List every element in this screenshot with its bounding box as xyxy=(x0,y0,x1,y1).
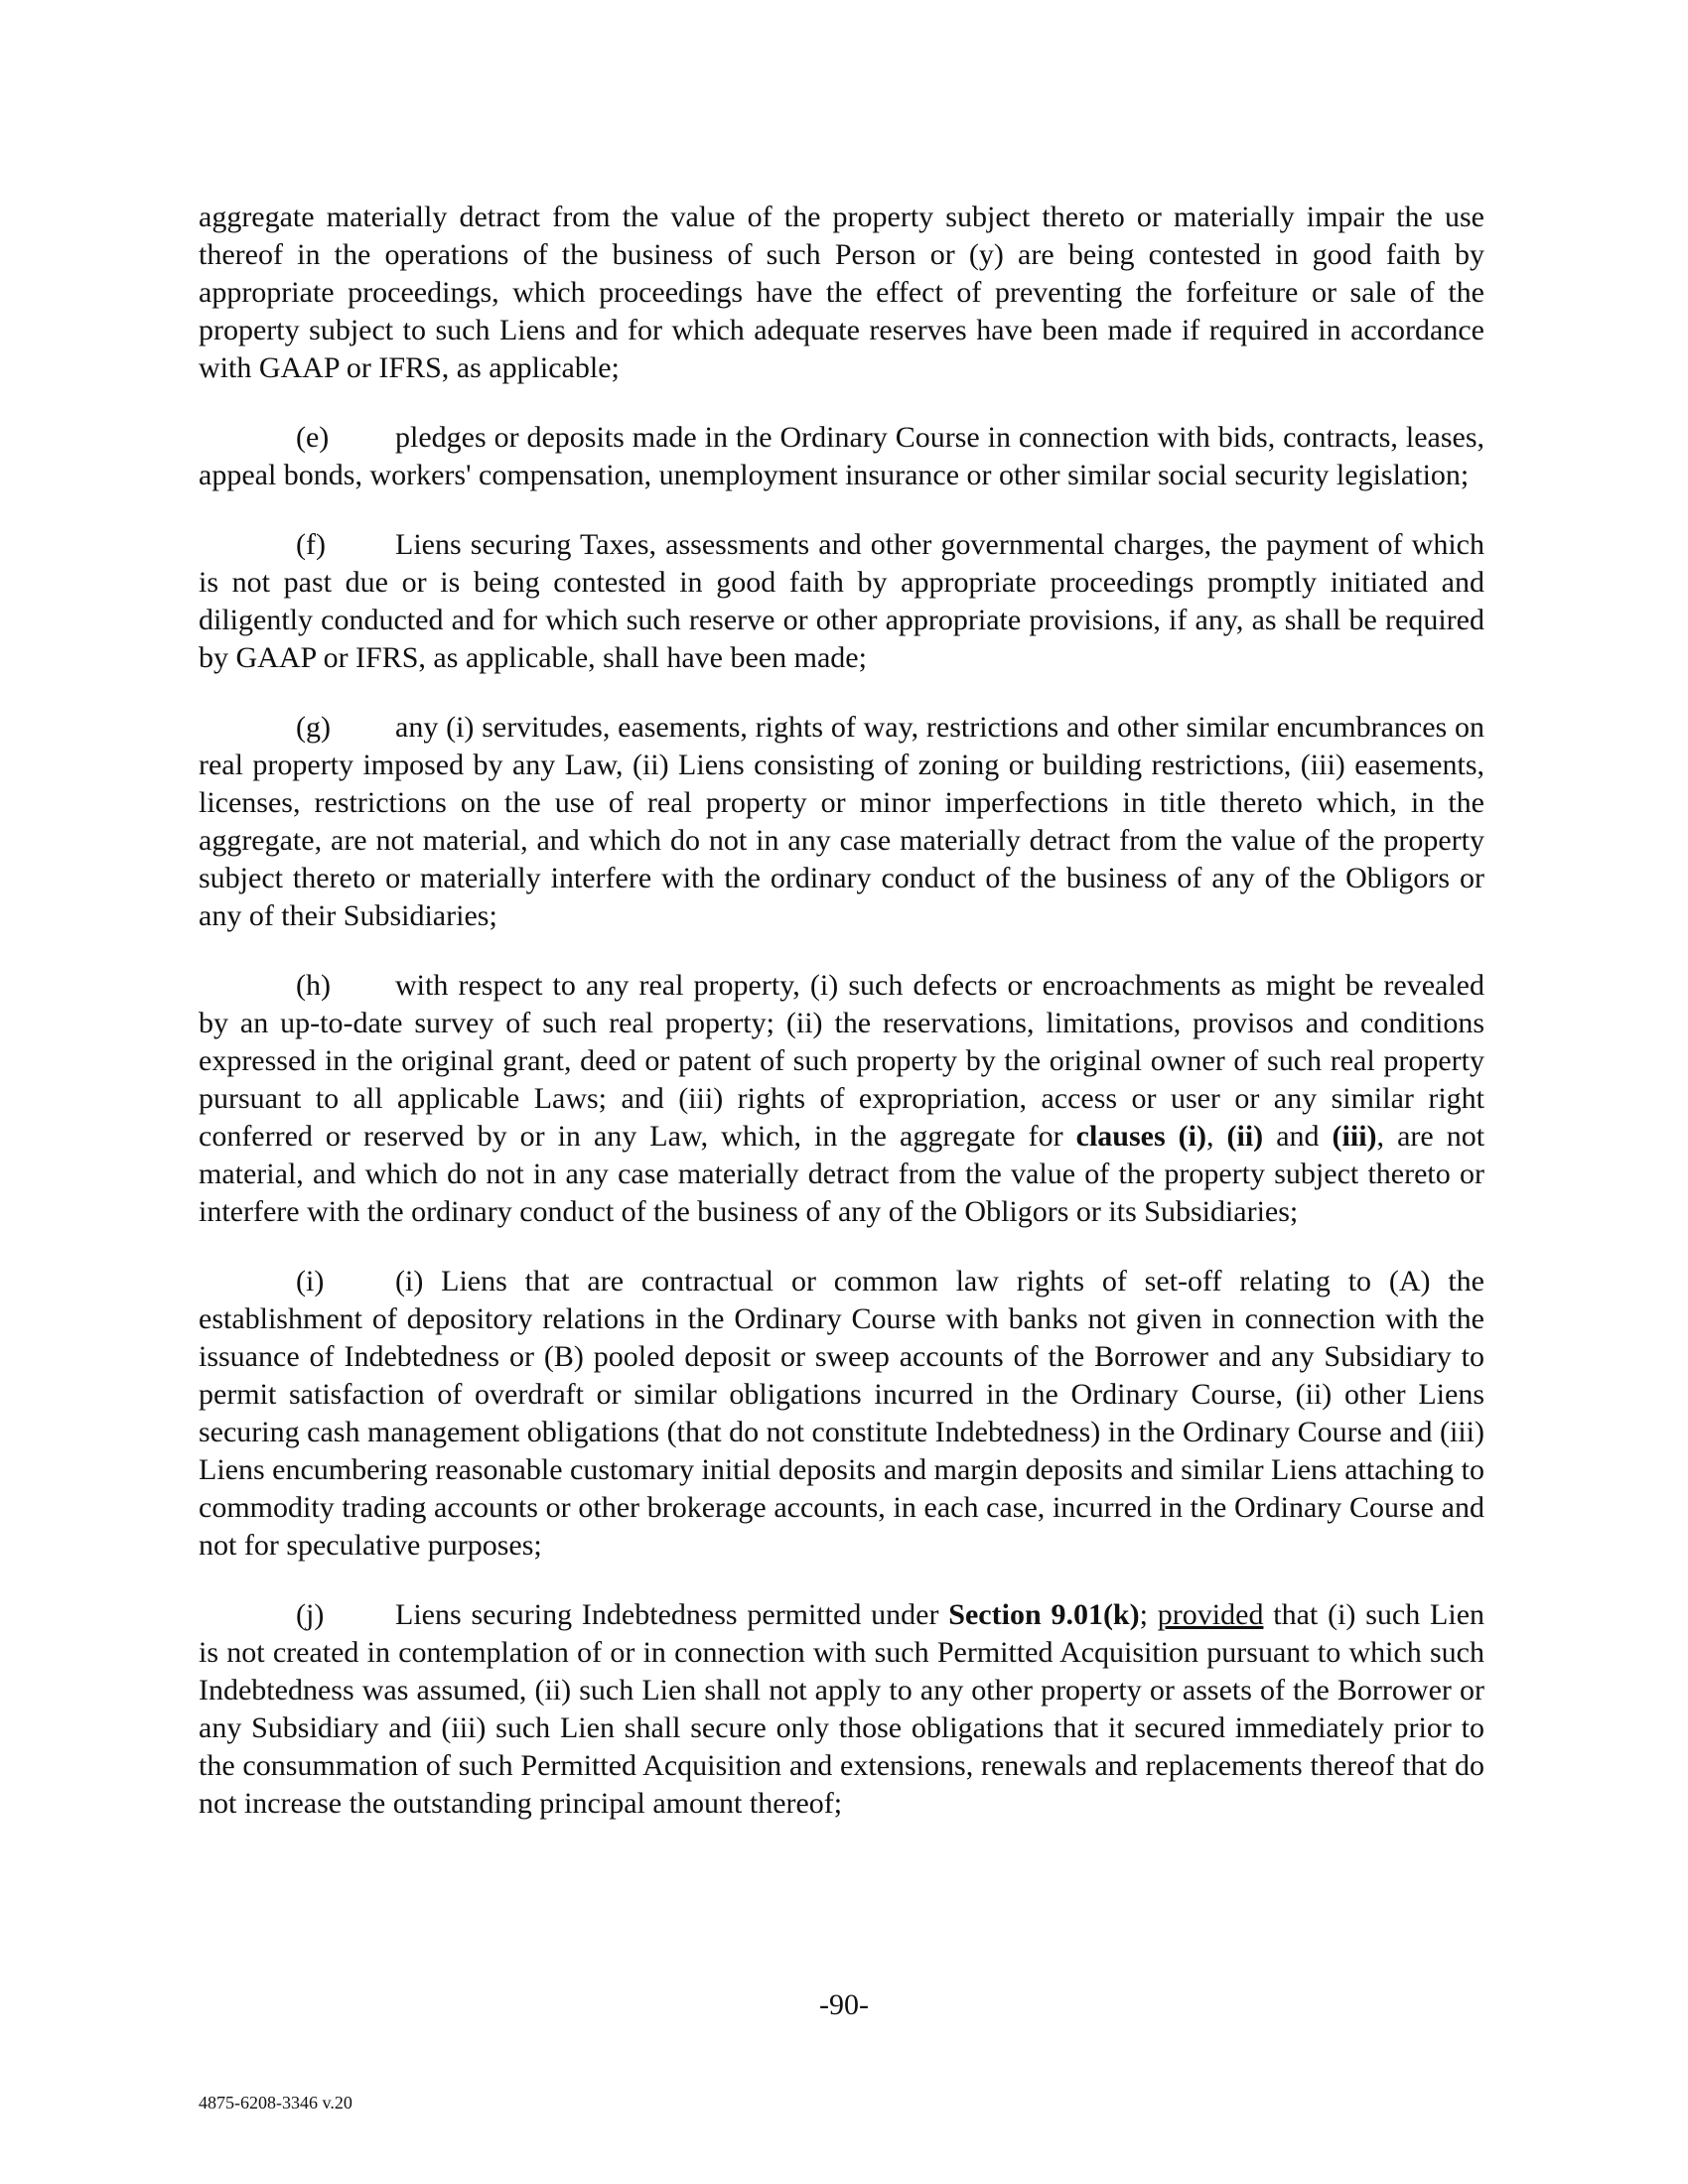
page-number: -90- xyxy=(819,1988,869,2021)
clause-j-provided: provided xyxy=(1157,1598,1264,1631)
clause-h-sep1: , xyxy=(1205,1120,1214,1153)
clause-j-text-after: that (i) such Lien is not created in contemplation of or in connection with such Permitted Acquisition pursuant to which such Indebtedness was assumed, (ii) such Lien shall not apply to any other property or assets of the Borrower or any Subsidiary and (iii) such Lien shall secure only those obligations that it secured immediately prior to the consummation of such Permitted Acquisition and extensions, renewals and replacements thereof that do not increase the outstanding principal amount thereof; xyxy=(199,1598,1485,1820)
document-page xyxy=(199,199,1484,1854)
continuation-paragraph: aggregate materially detract from the value of the property subject thereto or materially impair the use thereof in the operations of the business of such Person or (y) are being contested in good faith by appropriate proceedings, which proceedings have the effect of preventing the forfeiture or sale of the property subject to such Liens and for which adequate reserves have been made if required in accordance with GAAP or IFRS, as applicable; xyxy=(199,201,1484,384)
clause-j-marker: (j) xyxy=(296,1598,325,1631)
clause-i xyxy=(199,1263,1484,1565)
document-id: 4875-6208-3346 v.20 xyxy=(199,2093,352,2113)
clause-g-text: any (i) servitudes, easements, rights of way, restrictions and other similar encumbrances on real property imposed by any Law, (ii) Liens consisting of zoning or building restrictions, (iii) easements, licenses, restrictions on the use of real property or minor imperfections in title thereto which, in the aggregate, are not material, and which do not in any case materially detract from the value of the property subject thereto or materially interfere with the ordinary conduct of the business of any of the Obligors or any of their Subsidiaries; xyxy=(199,711,1484,932)
clause-h-text-after: , are not material, and which do not in any case materially detract from the value of the property subject thereto or interfere with the ordinary conduct of the business of any of the Obligors or its Subsidiaries; xyxy=(199,1120,1485,1228)
clause-e xyxy=(199,419,1484,494)
clause-j xyxy=(199,1596,1484,1823)
clause-i-marker: (i) xyxy=(296,1265,325,1297)
clause-h xyxy=(199,967,1484,1231)
clause-h-marker: (h) xyxy=(296,969,331,1002)
clause-i-text: (i) Liens that are contractual or common law rights of set-off relating to (A) the establishment of depository relations in the Ordinary Course with banks not given in connection with the issuance of Indebtedness or (B) pooled deposit or sweep accounts of the Borrower and any Subsidiary to permit satisfaction of overdraft or similar obligations incurred in the Ordinary Course, (ii) other Liens securing cash management obligations (that do not constitute Indebtedness) in the Ordinary Course and (iii) Liens encumbering reasonable customary initial deposits and margin deposits and similar Liens attaching to commodity trading accounts or other brokerage accounts, in each case, incurred in the Ordinary Course and not for speculative purposes; xyxy=(199,1265,1484,1562)
clause-j-sep: ; xyxy=(1139,1598,1148,1631)
clause-h-sep2: and xyxy=(1276,1120,1320,1153)
clause-h-ref-iii: (iii) xyxy=(1332,1120,1377,1153)
clause-f xyxy=(199,526,1484,677)
clause-h-ref-i: clauses (i) xyxy=(1075,1120,1206,1153)
clause-f-text: Liens securing Taxes, assessments and other governmental charges, the payment of which is not past due or is being contested in good faith by appropriate proceedings promptly initiated and diligently conducted and for which such reserve or other appropriate provisions, if any, as shall be required by GAAP or IFRS, as applicable, shall have been made; xyxy=(199,528,1484,674)
clause-g xyxy=(199,709,1484,935)
clause-f-marker: (f) xyxy=(296,528,326,561)
clause-g-marker: (g) xyxy=(296,711,331,744)
clause-h-text-before: with respect to any real property, (i) such defects or encroachments as might be revealed by an up-to-date survey of such real property; (ii) the reservations, limitations, provisos and conditions expressed in the original grant, deed or patent of such property by the original owner of such real property pursuant to all applicable Laws; and (iii) rights of expropriation, access or user or any similar right conferred or reserved by or in any Law, which, in the aggregate for xyxy=(199,969,1484,1153)
clause-j-section-ref: Section 9.01(k) xyxy=(948,1598,1140,1631)
clause-e-text: pledges or deposits made in the Ordinary Course in connection with bids, contracts, leases, appeal bonds, workers' compensation, unemployment insurance or other similar social security legislation; xyxy=(199,421,1484,491)
clause-h-ref-ii: (ii) xyxy=(1226,1120,1264,1153)
clause-e-marker: (e) xyxy=(296,421,330,454)
clause-j-text-before: Liens securing Indebtedness permitted under xyxy=(395,1598,939,1631)
